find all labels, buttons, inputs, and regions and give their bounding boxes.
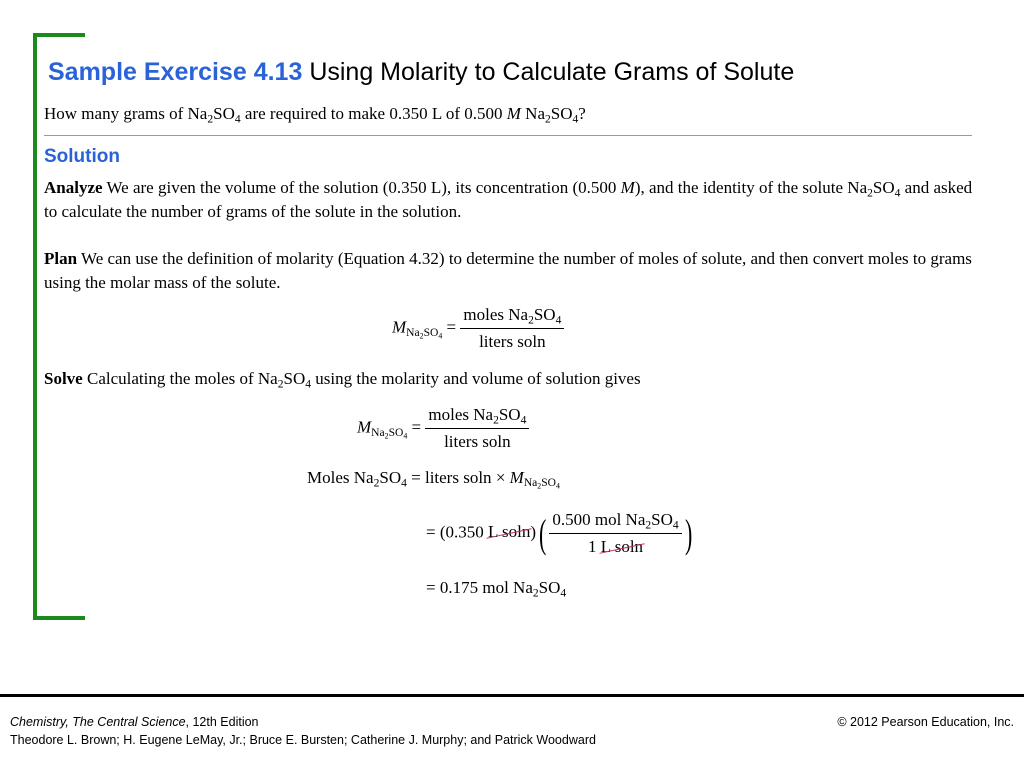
substitution-equation: = (0.350 L soln)( $\frac{0.500 mol Na_2SO_4}{\text{1 L soln}}$ ) xyxy=(426,510,693,556)
cancelled-units: L soln xyxy=(488,522,531,542)
moles-rearranged-equation: Moles $Na_2SO_4$ = liters $soln \times M_{Na_2SO_4}$ xyxy=(307,468,560,491)
book-title: Chemistry, The Central Science xyxy=(10,715,186,729)
molarity-equation-repeat: $M_{Na_2SO_4}$ = $\frac{moles Na_2SO_4}{\text{liters soln}}$ xyxy=(357,405,529,452)
solve-label: Solve xyxy=(44,369,83,388)
solve-paragraph: Solve Calculating the moles of $Na_2SO_4$ using the molarity and volume of solution gives xyxy=(44,369,641,391)
plan-paragraph: Plan We can use the definition of molarity (Equation 4.32) to determine the number of moles of solute, and then convert moles to grams using the molar mass of the solute. xyxy=(44,249,972,292)
bracket-vertical xyxy=(33,33,37,620)
footer-authors: Theodore L. Brown; H. Eugene LeMay, Jr.; Bruce E. Bursten; Catherine J. Murphy; and Patrick Woodward xyxy=(10,733,596,747)
analyze-paragraph: Analyze We are given the volume of the solution (0.350 L), its concentration (0.500 M), and the identity of the solute $Na_2SO_4$ and asked to calculate the number of grams of the solute in the solution. xyxy=(44,178,973,221)
question-text: How many grams of $Na_2SO_4$ are required to make 0.350 L of 0.500 M $Na_2SO_4$? xyxy=(44,104,586,126)
slide-title xyxy=(48,58,794,87)
title-text: Using Molarity to Calculate Grams of Solute xyxy=(309,58,795,86)
analyze-label: Analyze xyxy=(44,178,103,197)
bracket-bottom xyxy=(33,616,85,620)
result-equation: = 0.175 mol $Na_2SO_4$ xyxy=(426,578,567,600)
molarity-definition-equation: $M_{Na_2SO_4}$ = $\frac{moles Na_2SO_4}{\text{liters soln}}$ xyxy=(392,305,564,352)
footer-copyright: © 2012 Pearson Education, Inc. xyxy=(837,715,1014,729)
footer-divider xyxy=(0,694,1024,697)
footer-book-info xyxy=(10,715,259,729)
title-exercise-number: Sample Exercise 4.13 xyxy=(48,58,303,86)
divider xyxy=(44,135,972,136)
solution-heading: Solution xyxy=(44,146,120,167)
cancelled-units: L soln xyxy=(600,537,644,556)
edition: , 12th Edition xyxy=(185,715,259,729)
plan-label: Plan xyxy=(44,249,78,268)
bracket-top xyxy=(33,33,85,37)
